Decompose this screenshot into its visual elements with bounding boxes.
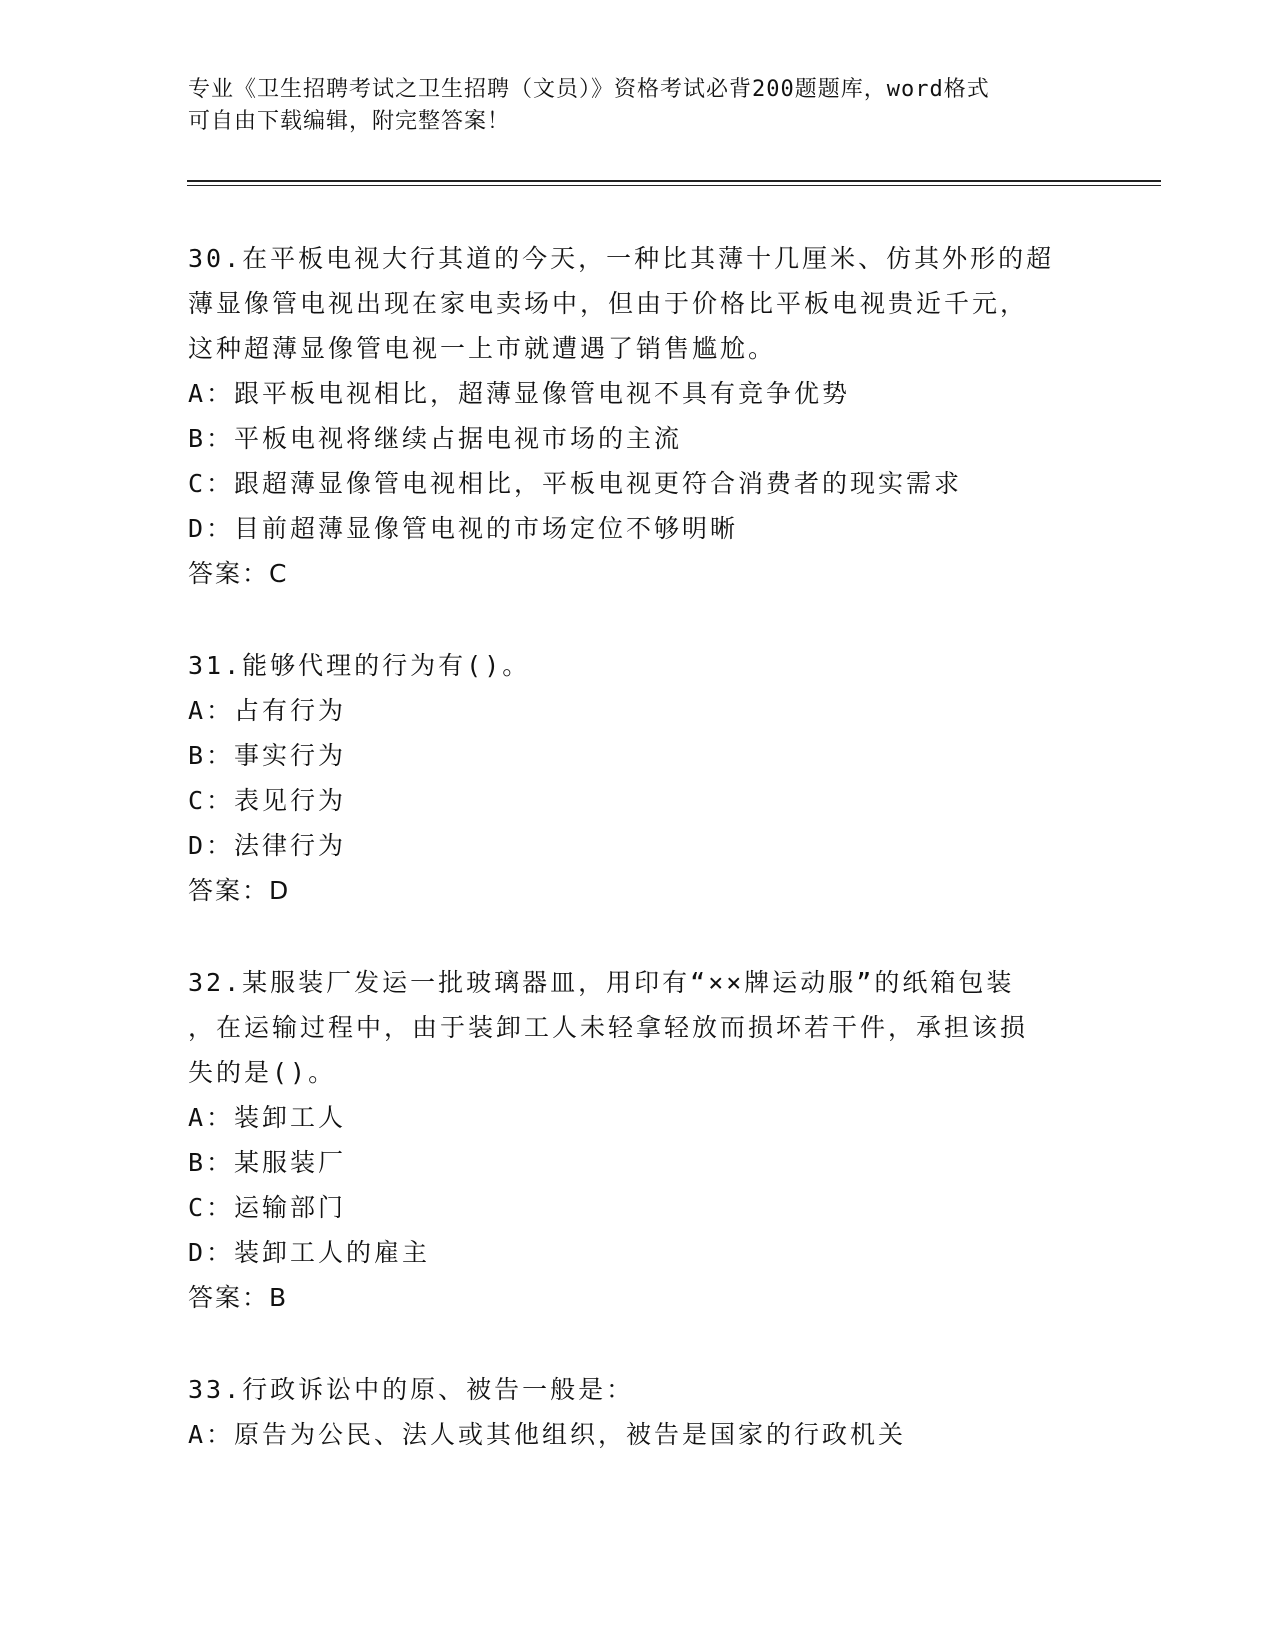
question-32: [188, 960, 1088, 1320]
option-a: A：原告为公民、法人或其他组织，被告是国家的行政机关: [188, 1420, 907, 1449]
question-33: [188, 1367, 1088, 1457]
header-line-1: 专业《卫生招聘考试之卫生招聘（文员）》资格考试必背200题题库，word格式: [188, 77, 990, 102]
option-a: A：装卸工人: [188, 1103, 347, 1132]
stem-line: 31.能够代理的行为有()。: [188, 651, 531, 680]
stem-line: 33.行政诉讼中的原、被告一般是：: [188, 1375, 635, 1404]
option-b: B：事实行为: [188, 741, 347, 770]
stem-line: 32.某服装厂发运一批玻璃器皿，用印有“××牌运动服”的纸箱包装: [188, 968, 1015, 997]
option-a: A：跟平板电视相比，超薄显像管电视不具有竞争优势: [188, 379, 851, 408]
header-divider-thin: [187, 185, 1161, 186]
question-stem: [188, 960, 1088, 1095]
answer-label: 答案：C: [188, 559, 289, 588]
stem-line: 30.在平板电视大行其道的今天，一种比其薄十几厘米、仿其外形的超: [188, 244, 1055, 273]
option-d: D：目前超薄显像管电视的市场定位不够明晰: [188, 514, 739, 543]
question-stem: [188, 236, 1088, 371]
question-30: [188, 236, 1088, 596]
stem-line: ，在运输过程中，由于装卸工人未轻拿轻放而损坏若干件，承担该损: [188, 1013, 1029, 1042]
option-a: A：占有行为: [188, 696, 347, 725]
option-c: C：表见行为: [188, 786, 347, 815]
answer-label: 答案：B: [188, 1283, 289, 1312]
stem-line: 这种超薄显像管电视一上市就遭遇了销售尴尬。: [188, 334, 777, 363]
stem-line: 失的是()。: [188, 1058, 337, 1087]
question-stem: [188, 1367, 1088, 1412]
option-c: C：运输部门: [188, 1193, 347, 1222]
document-header: [188, 74, 1088, 138]
option-d: D：法律行为: [188, 831, 347, 860]
option-b: B：某服装厂: [188, 1148, 347, 1177]
header-divider-thick: [187, 180, 1161, 182]
header-line-2: 可自由下载编辑，附完整答案！: [188, 109, 511, 134]
question-31: [188, 643, 1088, 913]
option-c: C：跟超薄显像管电视相比，平板电视更符合消费者的现实需求: [188, 469, 963, 498]
answer-label: 答案：D: [188, 876, 291, 905]
stem-line: 薄显像管电视出现在家电卖场中，但由于价格比平板电视贵近千元，: [188, 289, 1029, 318]
question-stem: [188, 643, 1088, 688]
option-b: B：平板电视将继续占据电视市场的主流: [188, 424, 683, 453]
question-list: [188, 236, 1088, 1504]
option-d: D：装卸工人的雇主: [188, 1238, 431, 1267]
